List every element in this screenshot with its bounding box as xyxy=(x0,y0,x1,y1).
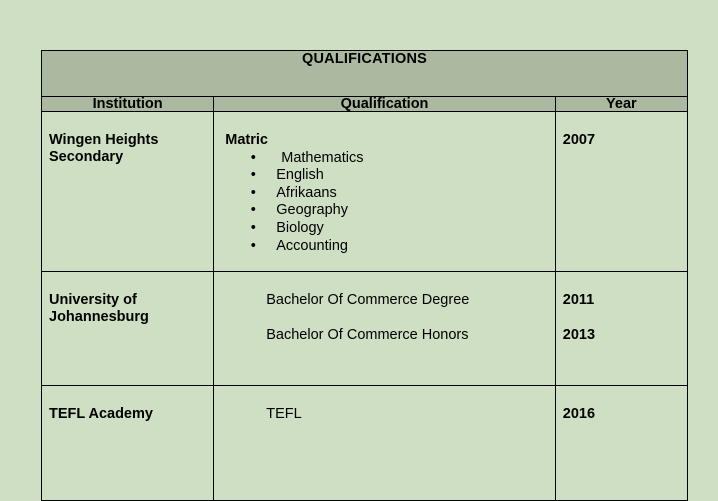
table-row xyxy=(42,272,688,386)
header-year: Year xyxy=(555,97,687,112)
institution-name-line: University of xyxy=(49,292,137,308)
institution-cell xyxy=(42,112,214,272)
subject-name: Biology xyxy=(276,219,324,236)
year-cell: 2016 xyxy=(555,386,687,501)
institution-cell xyxy=(42,272,214,386)
institution-name-line: Wingen Heights xyxy=(49,132,159,148)
subject-name: Accounting xyxy=(276,237,348,254)
table-row xyxy=(42,112,688,272)
year-cell: 2007 xyxy=(555,112,687,272)
subject-list xyxy=(225,150,555,256)
qualification-cell xyxy=(214,272,556,386)
bullet-icon: • xyxy=(250,237,256,254)
subject-name: Geography xyxy=(276,202,348,219)
qualifications-table xyxy=(41,50,688,501)
institution-name-line: Secondary xyxy=(49,149,124,165)
bullet-icon: • xyxy=(250,184,256,201)
bullet-icon: • xyxy=(250,167,256,184)
table-title-row xyxy=(42,51,688,97)
qualification-cell xyxy=(214,112,556,272)
list-item xyxy=(245,202,555,220)
institution-name-line: Johannesburg xyxy=(49,309,149,325)
qualification-cell: TEFL xyxy=(214,386,556,501)
year-value: 2013 xyxy=(562,327,596,343)
bullet-icon: • xyxy=(250,149,256,166)
qualification-name: Bachelor Of Commerce Honors xyxy=(266,327,469,343)
subject-name: Mathematics xyxy=(281,149,364,166)
subject-name: Afrikaans xyxy=(276,184,337,201)
bullet-icon: • xyxy=(250,219,256,236)
list-item xyxy=(245,220,555,238)
list-item xyxy=(245,238,555,256)
list-item xyxy=(245,150,555,168)
year-cell xyxy=(555,272,687,386)
list-item xyxy=(245,185,555,203)
bullet-icon: • xyxy=(250,202,256,219)
column-header-row xyxy=(42,97,688,112)
subject-name: English xyxy=(276,167,324,184)
table-title: QUALIFICATIONS xyxy=(42,51,688,97)
institution-cell: TEFL Academy xyxy=(42,386,214,501)
year-value: 2011 xyxy=(562,292,595,308)
list-item xyxy=(245,167,555,185)
header-qualification: Qualification xyxy=(214,97,556,112)
header-institution: Institution xyxy=(42,97,214,112)
qualification-name: Bachelor Of Commerce Degree xyxy=(266,292,470,308)
qualification-title: Matric xyxy=(225,132,268,148)
table-row xyxy=(42,386,688,501)
